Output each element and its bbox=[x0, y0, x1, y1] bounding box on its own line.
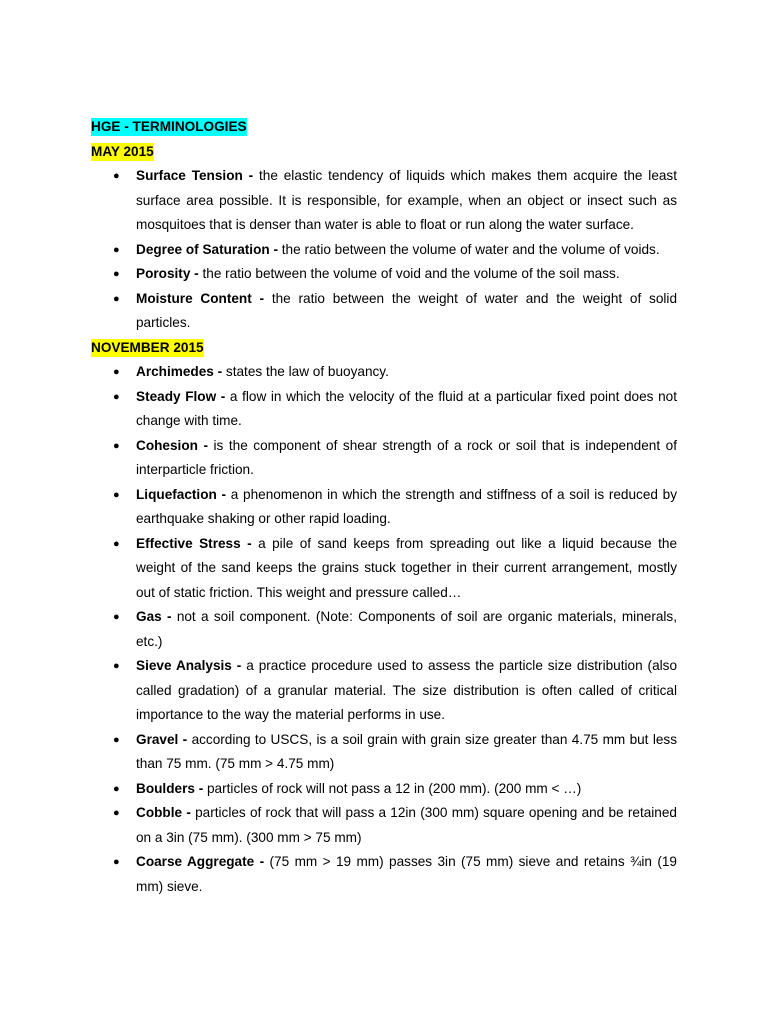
document-title: HGE - TERMINOLOGIES bbox=[91, 119, 247, 134]
term-item bbox=[91, 728, 677, 777]
term-name: Gravel - bbox=[136, 731, 188, 747]
bullet-icon: ● bbox=[113, 390, 120, 403]
term-name: Porosity - bbox=[136, 266, 199, 281]
term-item bbox=[91, 262, 677, 287]
term-name: Gas - bbox=[136, 609, 172, 624]
bullet-icon: ● bbox=[113, 292, 120, 305]
term-definition: according to USCS, is a soil grain with grain size greater than 4.75 mm but less than 75 mm. (75 mm > 4.75 mm) bbox=[136, 731, 677, 771]
bullet-icon: ● bbox=[113, 537, 120, 550]
term-definition: states the law of buoyancy. bbox=[225, 364, 389, 379]
bullet-icon: ● bbox=[113, 366, 120, 378]
term-definition: a phenomenon in which the strength and stiffness of a soil is reduced by earthquake shaking or other rapid loading. bbox=[136, 486, 677, 526]
term-definition: a pile of sand keeps from spreading out like a liquid because the weight of the sand keeps the grains stuck together in their current arrangement, mostly out of static friction. This weight and pressure called… bbox=[136, 535, 678, 600]
term-item bbox=[91, 801, 677, 850]
term-definition: particles of rock will not pass a 12 in (200 mm). (200 mm < …) bbox=[207, 780, 582, 796]
bullet-icon: ● bbox=[113, 782, 120, 795]
term-item bbox=[91, 777, 677, 802]
term-item bbox=[91, 360, 677, 385]
document-body bbox=[91, 115, 677, 899]
bullet-icon: ● bbox=[113, 243, 120, 256]
term-item bbox=[91, 287, 677, 336]
bullet-icon: ● bbox=[113, 268, 120, 280]
bullet-icon: ● bbox=[113, 856, 120, 868]
term-definition: the elastic tendency of liquids which makes them acquire the least surface area possible. It is responsible, for example, when an object or insect such as mosquitoes that is denser than water is able to float or run along the water surface. bbox=[136, 168, 678, 232]
term-item bbox=[91, 605, 677, 654]
title-line bbox=[91, 115, 677, 140]
term-definition: particles of rock that will pass a 12in (300 mm) square opening and be retained on a 3in (75 mm). (300 mm > 75 mm) bbox=[136, 805, 677, 845]
term-name: Steady Flow - bbox=[136, 388, 226, 404]
term-item bbox=[91, 164, 677, 238]
term-definition: (75 mm > 19 mm) passes 3in (75 mm) sieve and retains ¾in (19 mm) sieve. bbox=[136, 854, 677, 894]
bullet-icon: ● bbox=[113, 439, 120, 452]
term-name: Degree of Saturation - bbox=[136, 241, 278, 257]
term-item bbox=[91, 385, 677, 434]
bullet-icon: ● bbox=[113, 611, 120, 623]
term-definition: is the component of shear strength of a rock or soil that is independent of interparticle friction. bbox=[136, 437, 677, 477]
bullet-icon: ● bbox=[113, 807, 120, 819]
term-item bbox=[91, 434, 677, 483]
bullet-icon: ● bbox=[113, 660, 120, 672]
term-name: Boulders - bbox=[136, 780, 204, 796]
term-name: Moisture Content - bbox=[136, 290, 265, 306]
term-definition: not a soil component. (Note: Components of soil are organic materials, minerals, etc.) bbox=[136, 609, 678, 649]
section bbox=[91, 140, 677, 336]
term-definition: the ratio between the weight of water and the weight of solid particles. bbox=[136, 290, 677, 330]
term-name: Surface Tension - bbox=[136, 168, 254, 183]
bullet-icon: ● bbox=[113, 733, 120, 746]
section bbox=[91, 336, 677, 900]
section-heading-line bbox=[91, 336, 677, 361]
section-heading-line bbox=[91, 140, 677, 165]
term-list bbox=[91, 164, 677, 336]
term-item bbox=[91, 532, 677, 606]
section-heading: NOVEMBER 2015 bbox=[91, 339, 204, 355]
term-item bbox=[91, 850, 677, 899]
term-definition: the ratio between the volume of void and the volume of the soil mass. bbox=[202, 266, 620, 281]
bullet-icon: ● bbox=[113, 488, 120, 501]
term-definition: a practice procedure used to assess the particle size distribution (also called gradation) of a granular material. The size distribution is often called of critical importance to the way the material performs in use. bbox=[136, 658, 678, 722]
term-name: Cohesion - bbox=[136, 437, 208, 453]
term-definition: a flow in which the velocity of the fluid at a particular fixed point does not change with time. bbox=[136, 388, 677, 428]
term-name: Cobble - bbox=[136, 805, 191, 820]
section-heading: MAY 2015 bbox=[91, 143, 154, 159]
sections-container bbox=[91, 140, 677, 900]
term-name: Sieve Analysis - bbox=[136, 658, 242, 673]
term-name: Archimedes - bbox=[136, 364, 223, 379]
term-name: Coarse Aggregate - bbox=[136, 854, 265, 869]
term-item bbox=[91, 238, 677, 263]
term-name: Effective Stress - bbox=[136, 535, 252, 551]
term-item bbox=[91, 483, 677, 532]
term-item bbox=[91, 654, 677, 728]
term-list bbox=[91, 360, 677, 899]
term-definition: the ratio between the volume of water and the volume of voids. bbox=[281, 241, 660, 257]
term-name: Liquefaction - bbox=[136, 486, 227, 502]
bullet-icon: ● bbox=[113, 170, 120, 182]
